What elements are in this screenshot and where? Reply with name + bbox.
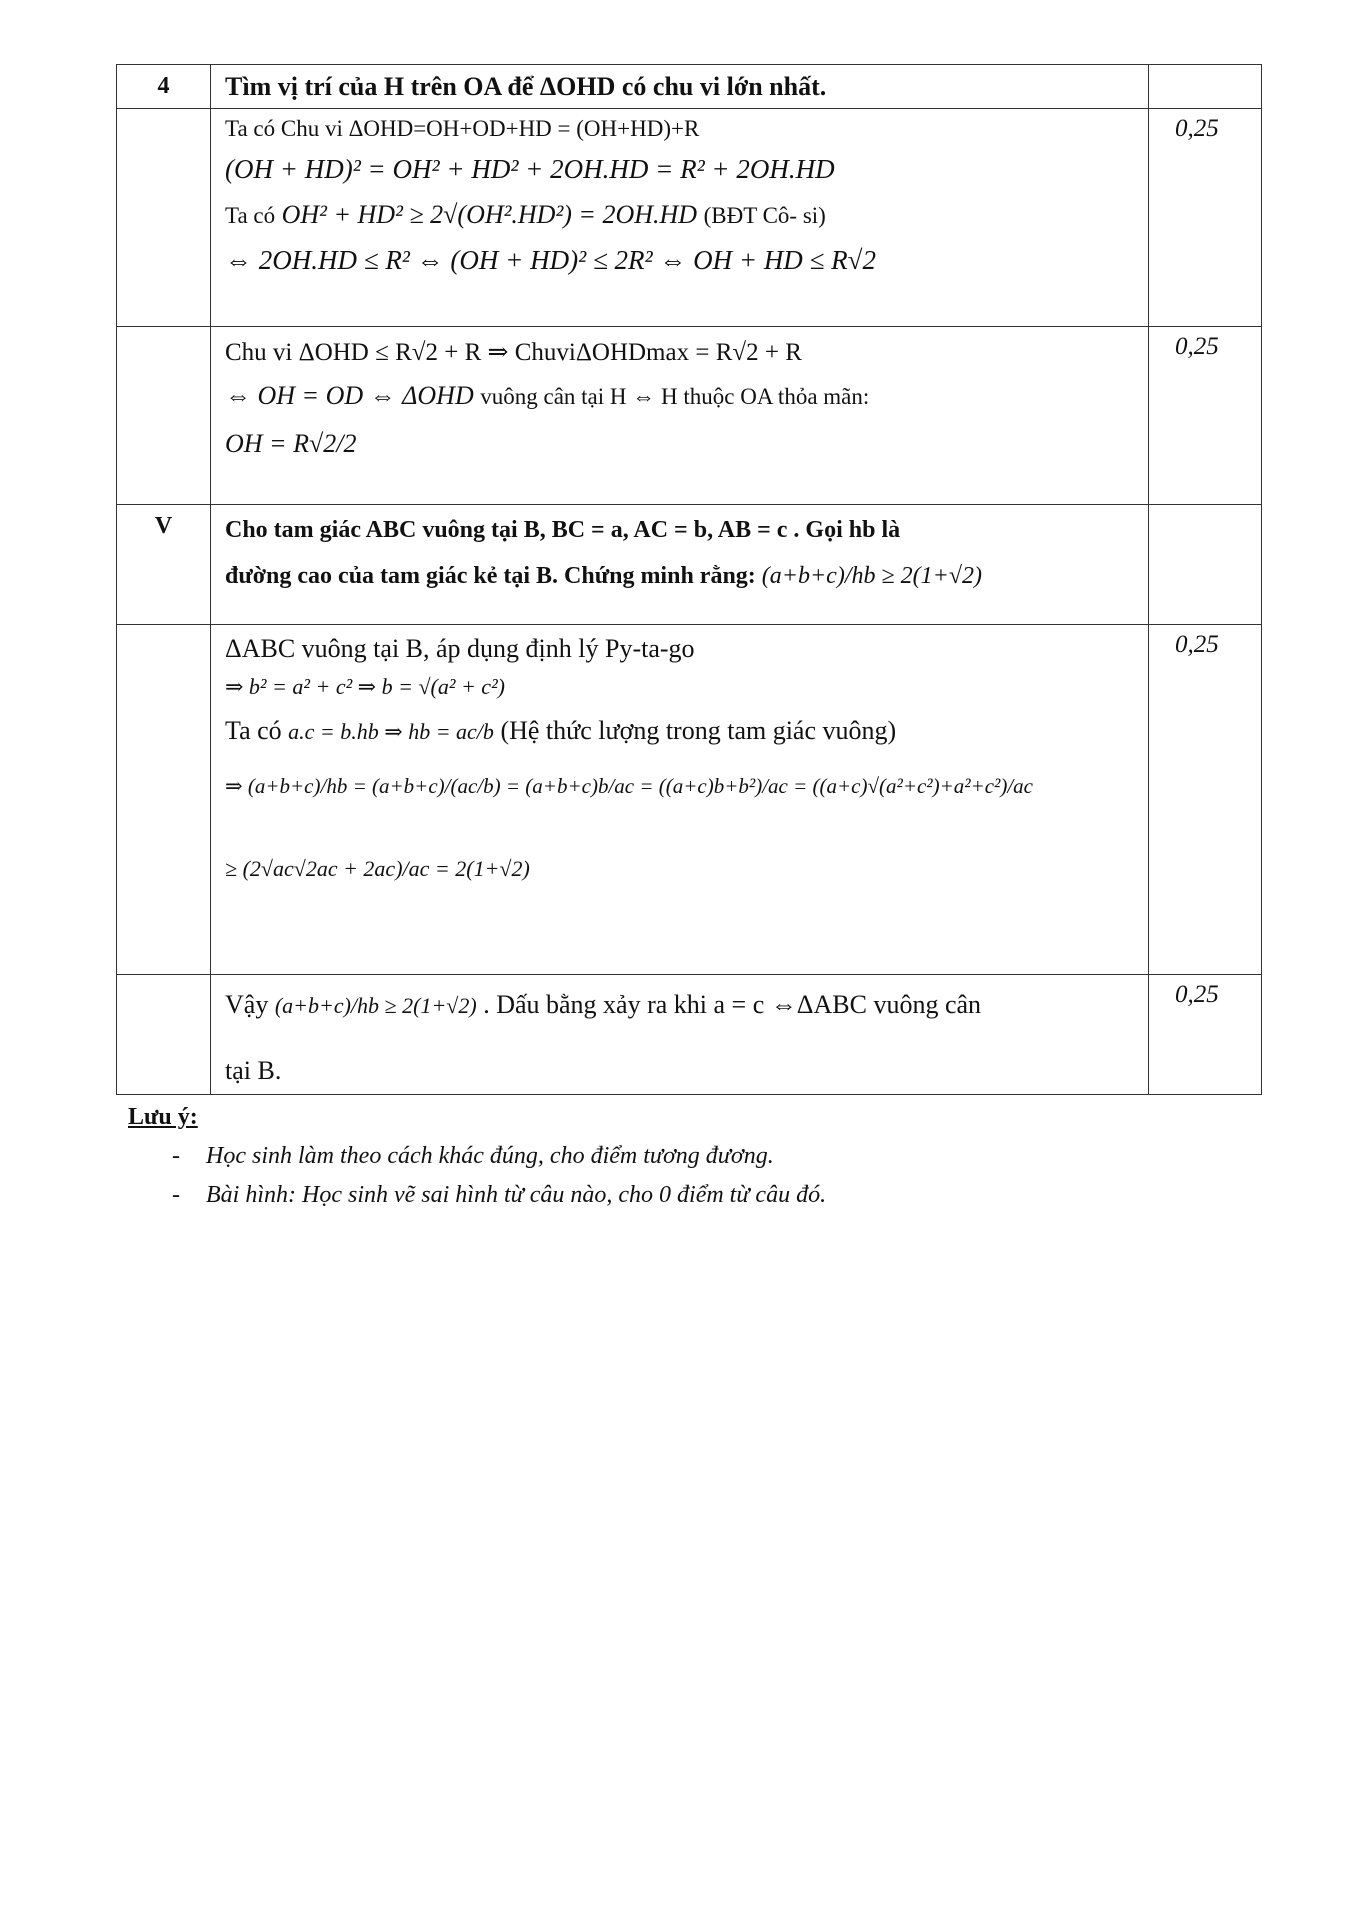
- title-text: đường cao của tam giác kẻ tại B. Chứng minh rằng:: [225, 562, 756, 589]
- formula-line: Chu vi ΔOHD ≤ R√2 + R ⇒ ChuviΔOHDmax = R√2 + R: [225, 338, 802, 366]
- empty-number-cell: [117, 108, 211, 326]
- answer-v-part1-row: [117, 624, 1262, 974]
- empty-number-cell: [117, 974, 211, 1094]
- question-title-cell: [211, 504, 1149, 624]
- formula-line: ≥ (2√ac√2ac + 2ac)/ac = 2(1+√2): [225, 856, 530, 882]
- question-number: V: [154, 512, 173, 539]
- formula-line: [225, 199, 1136, 232]
- score-value: 0,25: [1175, 980, 1219, 1008]
- text-label: (BĐT Cô- si): [703, 203, 826, 228]
- score-cell: [1149, 326, 1262, 504]
- score-value: 0,25: [1175, 630, 1219, 658]
- formula-line: ⇒ (a+b+c)/hb = (a+b+c)/(ac/b) = (a+b+c)b/ac = ((a+c)b+b²)/ac = ((a+c)√(a²+c²)+a²+c²)/ac: [225, 774, 1033, 798]
- answer-v-part2: [211, 974, 1149, 1094]
- bullet-dash: -: [172, 1143, 180, 1169]
- formula: OH² + HD² ≥ 2√(OH².HD²) = 2OH.HD: [281, 200, 698, 229]
- formula: ⇔ OH = OD ⇔ ΔOHD: [225, 380, 474, 410]
- question-title: Tìm vị trí của H trên OA để ΔOHD có chu vi lớn nhất.: [225, 72, 827, 101]
- answer-table: [116, 64, 1262, 1095]
- score-cell: [1149, 108, 1262, 326]
- text-label: (Hệ thức lượng trong tam giác vuông): [500, 715, 897, 745]
- formula-line: ⇔ 2OH.HD ≤ R² ⇔ (OH + HD)² ≤ 2R² ⇔ OH + HD ≤ R√2: [225, 244, 876, 275]
- notes-section: [128, 1104, 1228, 1209]
- question-number: 4: [157, 73, 170, 99]
- note-text: Học sinh làm theo cách khác đúng, cho điểm tương đương.: [206, 1143, 774, 1169]
- question-v-row: [117, 504, 1262, 624]
- formula: (a+b+c)/hb ≥ 2(1+√2): [761, 562, 983, 589]
- empty-number-cell: [117, 624, 211, 974]
- formula-line: [225, 715, 1136, 748]
- answer-v-part1: [211, 624, 1149, 974]
- text-label: Ta có: [225, 203, 276, 228]
- score-cell: [1149, 624, 1262, 974]
- text-label: Vậy: [225, 989, 269, 1019]
- question-number-cell: [117, 504, 211, 624]
- score-value: 0,25: [1175, 332, 1219, 360]
- formula-line: ⇒ b² = a² + c² ⇒ b = √(a² + c²): [225, 674, 505, 699]
- formula-line: (OH + HD)² = OH² + HD² + 2OH.HD = R² + 2OH.HD: [225, 154, 835, 185]
- formula-line: [225, 989, 1136, 1022]
- answer-4-part2: [211, 326, 1149, 504]
- solution-line: ΔABC vuông tại B, áp dụng định lý Py-ta-go: [225, 633, 695, 663]
- formula: (a+b+c)/hb ≥ 2(1+√2): [274, 992, 477, 1018]
- question-4-row: [117, 65, 1262, 109]
- text-label: Ta có: [225, 715, 282, 745]
- formula: a.c = b.hb ⇒ hb = ac/b: [288, 718, 494, 744]
- score-value: 0,25: [1175, 114, 1219, 142]
- note-text: Bài hình: Học sinh vẽ sai hình từ câu nào, cho 0 điểm từ câu đó.: [206, 1182, 827, 1208]
- note-item: [172, 1143, 1228, 1170]
- answer-4-part1: [211, 108, 1149, 326]
- answer-v-part2-row: [117, 974, 1262, 1094]
- note-item: [172, 1182, 1228, 1209]
- score-cell-empty: [1149, 504, 1262, 624]
- text-label: . Dấu bằng xảy ra khi a = c ⇔ΔABC vuông cân: [483, 989, 982, 1019]
- question-title: Cho tam giác ABC vuông tại B, BC = a, AC = b, AB = c . Gọi hb là: [225, 516, 901, 543]
- bullet-dash: -: [172, 1182, 180, 1208]
- question-title: [225, 561, 1136, 591]
- text-label: vuông cân tại H ⇔ H thuộc OA thỏa mãn:: [480, 383, 870, 409]
- answer-4-part1-row: [117, 108, 1262, 326]
- formula-line: [225, 380, 1136, 413]
- answer-4-part2-row: [117, 326, 1262, 504]
- solution-line: Ta có Chu vi ΔOHD=OH+OD+HD = (OH+HD)+R: [225, 115, 700, 141]
- score-cell-empty: [1149, 65, 1262, 109]
- solution-line: tại B.: [225, 1056, 282, 1085]
- question-title-cell: [211, 65, 1149, 109]
- score-cell: [1149, 974, 1262, 1094]
- empty-number-cell: [117, 326, 211, 504]
- notes-title: Lưu ý:: [128, 1104, 198, 1130]
- question-number-cell: [117, 65, 211, 109]
- formula-line: OH = R√2/2: [225, 429, 357, 459]
